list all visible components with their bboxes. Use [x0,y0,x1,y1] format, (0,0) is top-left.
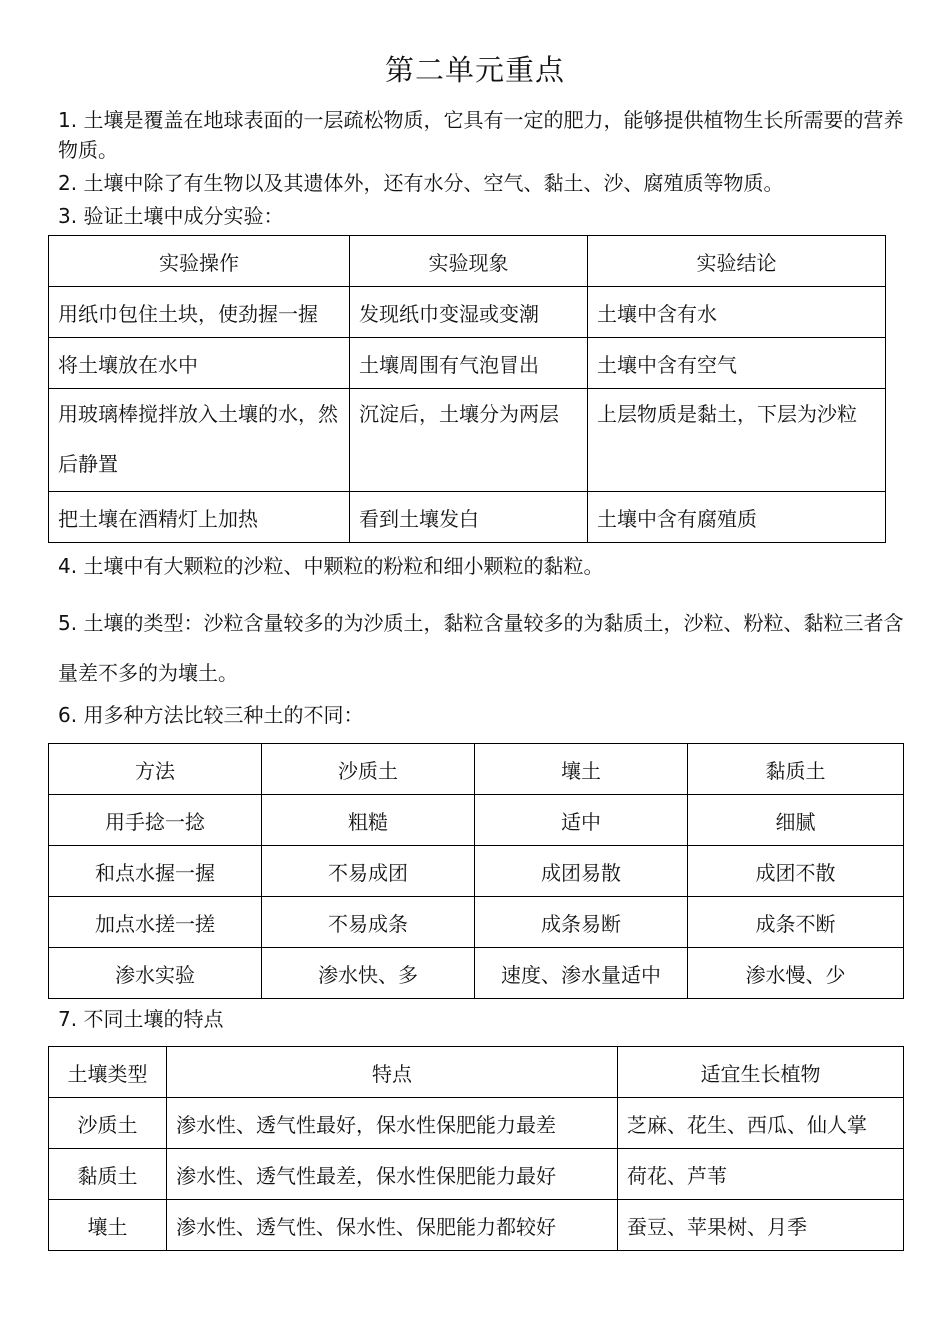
table-row [49,948,904,999]
table-cell: 成团易散 [475,846,688,897]
point-6: 6. 用多种方法比较三种土的不同： [58,703,364,727]
page-title: 第二单元重点 [384,53,565,87]
table-cell: 渗水性、透气性最差，保水性保肥能力最好 [167,1149,618,1200]
table-row [49,338,886,389]
table-cell: 成团不散 [688,846,904,897]
soil-comparison-table [48,743,904,999]
table-cell: 蚕豆、苹果树、月季 [618,1200,904,1251]
table-cell: 沉淀后，土壤分为两层 [350,389,588,492]
table-cell: 用纸巾包住土块，使劲握一握 [49,287,350,338]
table-cell: 发现纸巾变湿或变潮 [350,287,588,338]
table-cell: 不易成条 [262,897,475,948]
table-cell: 渗水慢、少 [688,948,904,999]
header-cell: 实验结论 [588,236,886,287]
point-4: 4. 土壤中有大颗粒的沙粒、中颗粒的粉粒和细小颗粒的黏粒。 [58,554,604,578]
header-cell: 土壤类型 [49,1047,167,1098]
table-row [49,846,904,897]
table-cell: 把土壤在酒精灯上加热 [49,492,350,543]
table-cell: 成条不断 [688,897,904,948]
table-cell: 土壤中含有空气 [588,338,886,389]
experiment-table [48,235,886,543]
table-cell: 土壤周围有气泡冒出 [350,338,588,389]
header-cell: 黏质土 [688,744,904,795]
header-cell: 沙质土 [262,744,475,795]
table-cell: 黏质土 [49,1149,167,1200]
table-cell: 成条易断 [475,897,688,948]
point-1: 1. 土壤是覆盖在地球表面的一层疏松物质，它具有一定的肥力，能够提供植物生长所需要的营养物质。 [58,108,904,162]
table-cell: 速度、渗水量适中 [475,948,688,999]
header-cell: 实验操作 [49,236,350,287]
header-cell: 适宜生长植物 [618,1047,904,1098]
header-cell: 实验现象 [350,236,588,287]
table-cell: 将土壤放在水中 [49,338,350,389]
table-row [49,492,886,543]
point-2: 2. 土壤中除了有生物以及其遗体外，还有水分、空气、黏土、沙、腐殖质等物质。 [58,171,784,195]
table-cell: 用手捻一捻 [49,795,262,846]
table-cell: 看到土壤发白 [350,492,588,543]
point-3: 3. 验证土壤中成分实验： [58,204,284,228]
table-cell: 土壤中含有水 [588,287,886,338]
table-header-row [49,236,886,287]
table-cell: 渗水性、透气性最好，保水性保肥能力最差 [167,1098,618,1149]
point-7: 7. 不同土壤的特点 [58,1007,224,1031]
table-row [49,795,904,846]
table-cell: 土壤中含有腐殖质 [588,492,886,543]
point-5: 5. 土壤的类型：沙粒含量较多的为沙质土，黏粒含量较多的为黏质土，沙粒、粉粒、黏粒三者含量差不多的为壤土。 [58,611,904,685]
table-cell: 渗水快、多 [262,948,475,999]
table-row [49,1149,904,1200]
table-cell: 和点水握一握 [49,846,262,897]
table-cell: 加点水搓一搓 [49,897,262,948]
table-row [49,389,886,492]
table-cell: 芝麻、花生、西瓜、仙人掌 [618,1098,904,1149]
header-cell: 方法 [49,744,262,795]
table-row [49,287,886,338]
table-row [49,1200,904,1251]
table-cell: 不易成团 [262,846,475,897]
table-row [49,897,904,948]
table-cell: 用玻璃棒搅拌放入土壤的水，然后静置 [49,389,350,492]
table-cell: 粗糙 [262,795,475,846]
table-cell: 适中 [475,795,688,846]
soil-characteristics-table [48,1046,904,1251]
table-cell: 细腻 [688,795,904,846]
header-cell: 特点 [167,1047,618,1098]
table-cell: 上层物质是黏土，下层为沙粒 [588,389,886,492]
table-cell: 渗水实验 [49,948,262,999]
table-cell: 荷花、芦苇 [618,1149,904,1200]
table-cell: 沙质土 [49,1098,167,1149]
table-cell: 渗水性、透气性、保水性、保肥能力都较好 [167,1200,618,1251]
header-cell: 壤土 [475,744,688,795]
table-header-row [49,744,904,795]
table-cell: 壤土 [49,1200,167,1251]
table-row [49,1098,904,1149]
table-header-row [49,1047,904,1098]
